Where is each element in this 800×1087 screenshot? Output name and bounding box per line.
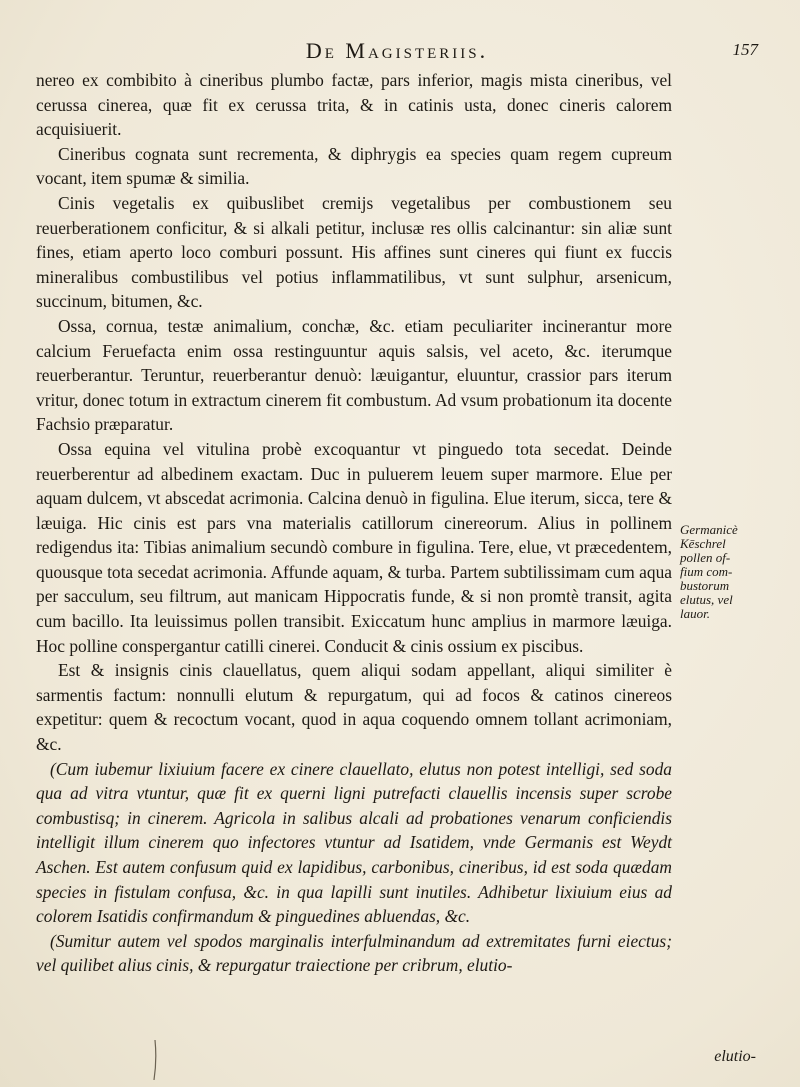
page-header xyxy=(36,38,758,64)
paragraph: Cinis vegetalis ex quibuslibet cremijs vegetalibus per combustionem seu reuerberationem conficitur, & si alkali petitur, inclusæ res ollis calcinantur: sin aliæ sunt fines, etiam aperto loco comburi possunt. His affines sunt cineres qui fiunt ex fuccis mineralibus combustilibus vel potius inflammatilibus, vt sunt sulphur, arsenicum, succinum, bitumen, &c. xyxy=(36,192,672,312)
margin-note-line: elutus, vel xyxy=(680,592,733,607)
margin-note xyxy=(680,523,760,621)
paragraph: Ossa, cornua, testæ animalium, conchæ, &c. etiam peculiariter incinerantur more calcium Feruefacta enim ossa restinguuntur aquis salsis, vel aceto, &c. iterumque reuerberantur. Teruntur, reuerberantur denuò: læuigantur, eluuntur, crassior pars iterum vritur, donec totum in extractum cinerem fit combustum. Ad vsum probationum ita docente Fachsio præparatur. xyxy=(36,315,672,435)
margin-note-line: pollen of- xyxy=(680,550,731,565)
italic-note: (Sumitur autem vel spodos marginalis interfulminandum ad extremitates furni eiectus; vel quilibet alius cinis, & repurgatur traiectione per cribrum, elutio- xyxy=(36,930,672,976)
margin-note-line: bustorum xyxy=(680,578,730,593)
paragraph: nereo ex combibito à cineribus plumbo factæ, pars inferior, magis mista cineribus, vel cerussa cinerea, quæ fit ex cerussa trita, & in catinis usta, donec cineris calorem acquisiuerit. xyxy=(36,70,672,140)
catchword: elutio- xyxy=(714,1048,756,1065)
paragraph: Ossa equina vel vitulina probè excoquantur vt pinguedo tota secedat. Deinde reuerberentur ad albedinem exactam. Duc in puluerem leuem super marmore. Elue per aquam dulcem, vt abscedat acrimonia. Calcina denuò in figulina. Elue iterum, sicca, tere & læuiga. Hic cinis est pars vna materialis catillorum cinereorum. Alius in pollinem redigendus ita: Tibias animalium secundò combure in figulina. Tere, elue, vt præcedentem, quousque tota secedat acrimonia. Affunde aquam, & turba. Partem subtilissimam cum aqua per sacculum, seu filtrum, aut manicam Hippocratis funde, & si non promtè transit, agita cum bacillo. Ita leuissimus pollen transibit. Exiccatum hunc amplius in marmore læuiga. Hoc polline conspergantur catilli cinerei. Conducit & cinis ossium ex piscibus. xyxy=(36,438,672,656)
body-text xyxy=(36,68,672,978)
margin-note-line: Kēschrel xyxy=(680,536,726,551)
paragraph: Cineribus cognata sunt recrementa, & diphrygis ea species quam regem cupreum vocant, item spumæ & similia. xyxy=(36,143,672,189)
running-title: De Magisteriis. xyxy=(305,38,489,63)
margin-note-line: fium com- xyxy=(680,564,733,579)
margin-note-line: Germanicè xyxy=(680,522,738,537)
ink-stroke-mark xyxy=(152,1040,158,1080)
italic-note: (Cum iubemur lixiuium facere ex cinere clauellato, elutus non potest intelligi, sed soda qua ad vitra vtuntur, quæ fit ex querni ligni putrefacti clauellis incensis super scrobe combustisq; in cinerem. Agricola in salibus alcali ad probationes venarum conficiendis intelligit illum cinerem quo infectores vtuntur ad Isatidem, vnde Germanis est Weydt Aschen. Est autem confusum quid ex lapidibus, carbonibus, cineribus, id est soda quædam species in fistulam confusa, &c. in qua lapilli sunt inutiles. Adhibetur lixiuium eius ad colorem Isatidis confirmandum & pinguedines abluendas, &c. xyxy=(36,758,672,927)
paragraph: Est & insignis cinis clauellatus, quem aliqui sodam appellant, aliqui similiter è sarmentis factum: nonnulli elutum & repurgatum, qui ad focos & catinos cinereos expetitur: quem & recoctum vocant, quod in aqua coquendo omnem tollant acrimoniam, &c. xyxy=(36,660,672,755)
page-number: 157 xyxy=(732,40,758,59)
margin-note-line: lauor. xyxy=(680,606,710,621)
